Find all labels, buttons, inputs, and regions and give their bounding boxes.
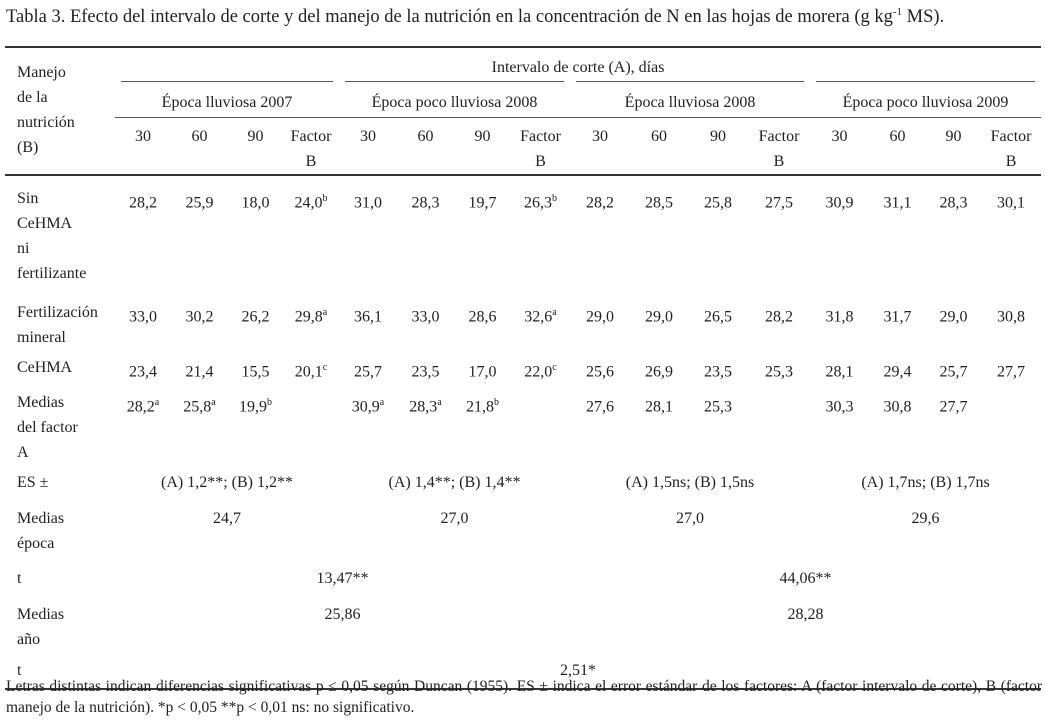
header-row-3 <box>5 117 1041 175</box>
sub-header: 60 <box>171 117 228 175</box>
table-cell: 28,5 <box>630 175 688 300</box>
data-table <box>5 46 1041 690</box>
table-cell: 25,8$^a$ <box>183 396 216 415</box>
table-cell: 30,2 <box>185 307 214 325</box>
table-cell: 28,1 <box>825 362 854 380</box>
table-row <box>5 390 1041 470</box>
medias-anio-row <box>5 602 1041 658</box>
table-cell: 27,0 <box>676 509 704 527</box>
table-cell: 31,1 <box>869 175 926 300</box>
table-cell: 23,4 <box>129 362 157 380</box>
sub-header: 90 <box>926 117 981 175</box>
t-row <box>5 566 1041 602</box>
table-cell: 25,6 <box>586 362 614 380</box>
table-cell: 2,51* <box>115 658 1041 689</box>
span-header: Intervalo de corte (A), días <box>115 47 1041 81</box>
table-cell: 25,9 <box>171 175 228 300</box>
sub-header: Factor B <box>511 117 570 175</box>
table-cell <box>981 390 1041 470</box>
table-cell <box>748 390 810 470</box>
table-cell: 30,1 <box>981 175 1041 300</box>
sub-header: Factor B <box>283 117 339 175</box>
table-cell: 28,28 <box>787 605 824 623</box>
table-cell: 31,7 <box>883 307 912 325</box>
table-cell: 33,0 <box>129 307 157 325</box>
sub-header: 30 <box>115 117 171 175</box>
table-cell: 13,47** <box>316 569 369 587</box>
table-cell: 29,4 <box>883 362 912 380</box>
table-cell: 30,9$^a$ <box>351 396 385 415</box>
table-cell <box>511 390 570 470</box>
table-cell: 24,7 <box>213 509 241 527</box>
table-cell: 30,9 <box>810 175 869 300</box>
table-cell: 25,3 <box>704 397 732 415</box>
table-cell: 17,0 <box>468 362 497 380</box>
sub-header: 60 <box>630 117 688 175</box>
row-header-label: Manejo de la nutrición (B) <box>5 47 115 175</box>
table-cell: 20,1$^c$ <box>294 361 328 380</box>
table-cell: 23,5 <box>704 362 732 380</box>
table-cell: 31,8 <box>825 307 854 325</box>
table-cell: 19,9$^b$ <box>239 396 272 415</box>
footnote: Letras distintas indican diferencias significativas p ≤ 0,05 según Duncan (1955). ES ± indica el error estándar de los factores: A (factor intervalo de corte), B (factor manejo de la nutrición). *p < 0,05 **p < 0,01 ns: no significativo. <box>6 678 1042 716</box>
table-row <box>5 175 1041 300</box>
table-cell: 21,8$^b$ <box>466 396 499 415</box>
table-cell: 29,6 <box>911 509 940 527</box>
sub-header: Factor B <box>981 117 1041 175</box>
table-cell <box>283 390 339 470</box>
table-cell: 25,86 <box>324 605 361 623</box>
table-cell: (A) 1,7ns; (B) 1,7ns <box>861 473 990 491</box>
sub-header: 30 <box>570 117 630 175</box>
table-cell: 29,0 <box>645 307 673 325</box>
table-cell: 26,5 <box>704 307 732 325</box>
table-cell: 29,0 <box>586 307 614 325</box>
table-cell: 27,7 <box>939 397 968 415</box>
table-cell: 32,6$^a$ <box>524 306 557 325</box>
table-cell: 25,3 <box>765 362 793 380</box>
sub-header: 30 <box>339 117 397 175</box>
table-cell: 28,3 <box>926 175 981 300</box>
table-cell: 26,2 <box>241 307 270 325</box>
table-cell: 36,1 <box>354 307 382 325</box>
table-cell: 24,0$^b$ <box>283 175 339 300</box>
row-label: Medias año <box>17 605 65 648</box>
table-cell: 28,2 <box>765 307 793 325</box>
table-cell: 25,8 <box>688 175 748 300</box>
row-label: CeHMA <box>17 358 73 376</box>
table-cell: 29,8$^a$ <box>294 306 328 325</box>
table-cell: 23,5 <box>411 362 440 380</box>
table-cell: 28,3 <box>397 175 454 300</box>
row-label: t <box>17 569 22 587</box>
table-cell: 26,9 <box>645 362 673 380</box>
row-label: Sin CeHMA ni fertilizante <box>5 175 115 300</box>
header-row-2 <box>5 81 1041 117</box>
row-label: t <box>5 658 115 689</box>
group-header: Época lluviosa 2007 <box>115 81 339 117</box>
table-cell: 15,5 <box>241 362 270 380</box>
sub-header: 90 <box>454 117 511 175</box>
table-cell: 28,6 <box>468 307 497 325</box>
row-label: Medias del factor A <box>17 393 78 461</box>
es-row <box>5 470 1041 506</box>
row-label: Fertilización mineral <box>17 303 98 346</box>
sub-header: 90 <box>688 117 748 175</box>
table-cell: (A) 1,2**; (B) 1,2** <box>161 473 293 491</box>
table-cell: 27,5 <box>748 175 810 300</box>
table-cell: 28,2 <box>115 175 171 300</box>
table-cell: 18,0 <box>228 175 283 300</box>
sub-header: 90 <box>228 117 283 175</box>
table-cell: 26,3$^b$ <box>511 175 570 300</box>
table-cell: 33,0 <box>411 307 440 325</box>
table-cell: 25,7 <box>354 362 382 380</box>
table-title: Tabla 3. Efecto del intervalo de corte y del manejo de la nutrición en la concentración de N en las hojas de morera (g $kg^{-1}$ MS). <box>6 6 945 28</box>
table-cell: 30,8 <box>883 397 912 415</box>
table-cell: 44,06** <box>779 569 832 587</box>
table-cell: 21,4 <box>185 362 214 380</box>
group-header: Época poco lluviosa 2008 <box>339 81 570 117</box>
sub-header: Factor B <box>748 117 810 175</box>
sub-header: 60 <box>869 117 926 175</box>
table-cell: 29,0 <box>939 307 968 325</box>
row-label: ES ± <box>17 473 49 491</box>
header-row-1 <box>5 47 1041 81</box>
table-cell: 19,7 <box>454 175 511 300</box>
table-cell: 28,3$^a$ <box>409 396 442 415</box>
table-cell: 27,7 <box>997 362 1026 380</box>
group-header: Época lluviosa 2008 <box>570 81 810 117</box>
medias-epoca-row <box>5 506 1041 566</box>
table-row <box>5 355 1041 390</box>
group-header: Época poco lluviosa 2009 <box>810 81 1041 117</box>
table-cell: (A) 1,5ns; (B) 1,5ns <box>625 473 755 491</box>
table-row <box>5 300 1041 355</box>
table-cell: 31,0 <box>339 175 397 300</box>
sub-header: 30 <box>810 117 869 175</box>
row-label: Medias época <box>17 509 65 552</box>
table-cell: 22,0$^c$ <box>524 361 557 380</box>
table-cell: 25,7 <box>939 362 968 380</box>
table-cell: 28,1 <box>645 397 673 415</box>
table-cell: 27,0 <box>440 509 469 527</box>
table-cell: 30,3 <box>825 397 854 415</box>
table-cell: 30,8 <box>997 307 1026 325</box>
table-cell: 28,2$^a$ <box>126 396 160 415</box>
table-cell: 28,2 <box>570 175 630 300</box>
sub-header: 60 <box>397 117 454 175</box>
table-cell: 27,6 <box>586 397 614 415</box>
table-cell: (A) 1,4**; (B) 1,4** <box>388 473 521 491</box>
